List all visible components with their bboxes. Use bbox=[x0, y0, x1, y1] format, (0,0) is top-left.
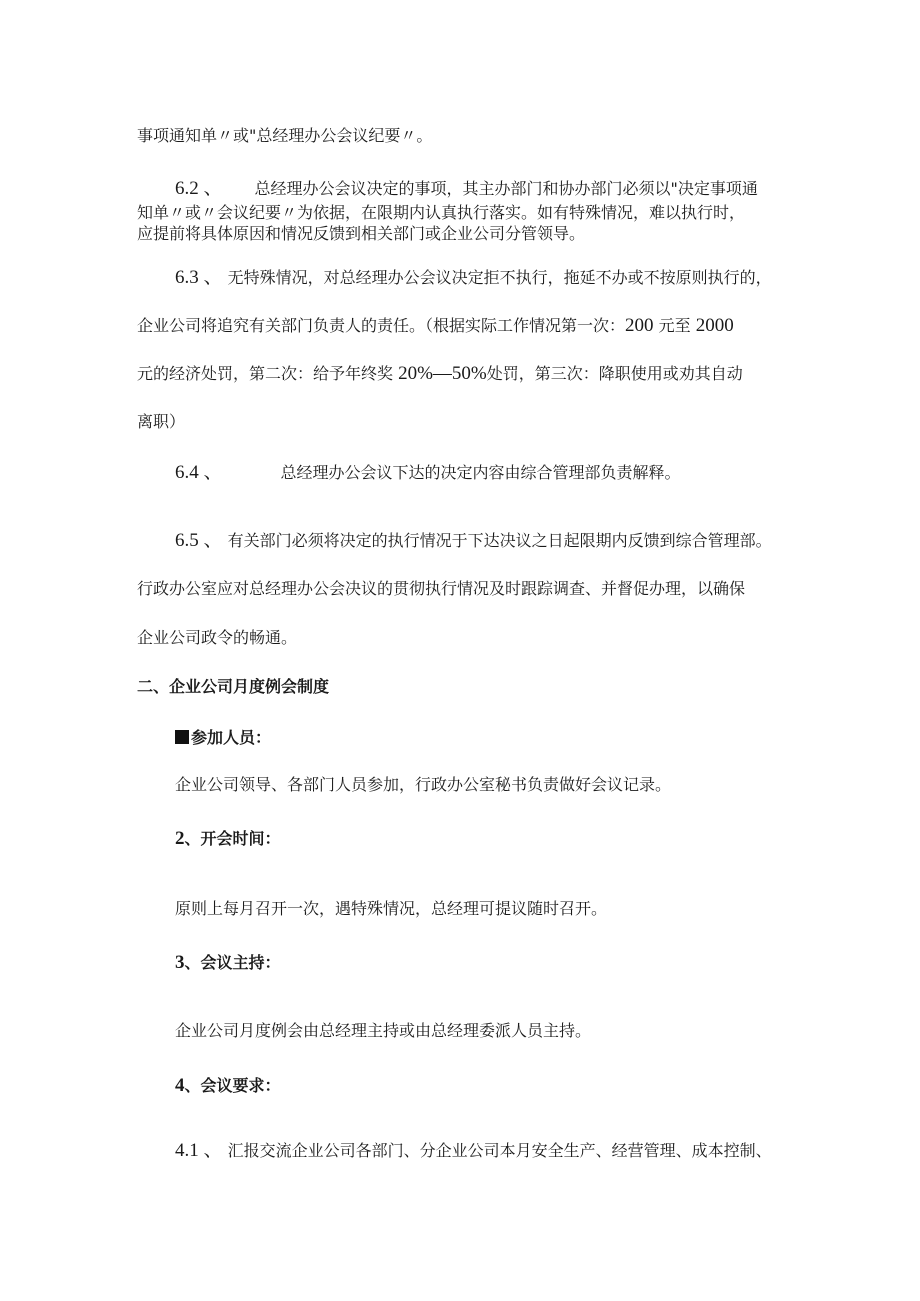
clause-number: 6.4 、 bbox=[175, 462, 223, 483]
clause-4-1 bbox=[175, 1140, 772, 1162]
clause-number: 6.3 、 bbox=[175, 267, 223, 288]
item-number: 4 bbox=[175, 1075, 185, 1096]
black-square-icon bbox=[175, 730, 189, 744]
clause-text: 汇报交流企业公司各部门、分企业公司本月安全生产、经营管理、成本控制、 bbox=[227, 1141, 772, 1160]
clause-text: 企业公司将追究有关部门负责人的责任。（根据实际工作情况第一次： bbox=[137, 316, 626, 335]
clause-6-4 bbox=[175, 462, 681, 484]
clause-number: 6.5 、 bbox=[175, 530, 223, 551]
clause-6-3-line-2 bbox=[137, 315, 734, 337]
clause-text: 处罚，第三次：降职使用或劝其自动 bbox=[486, 364, 743, 383]
item-4-heading bbox=[175, 1075, 281, 1097]
amount-number: 2000 bbox=[695, 315, 734, 336]
clause-number: 4.1 、 bbox=[175, 1140, 223, 1161]
clause-number: 6.2 、 bbox=[175, 178, 223, 199]
clause-text: 有关部门必须将决定的执行情况于下达决议之日起限期内反馈到综合管理部。 bbox=[227, 531, 772, 550]
amount-number: 200 bbox=[625, 315, 654, 336]
clause-text: 元的经济处罚，第二次：给予年终奖 bbox=[137, 364, 399, 383]
item-label: 、会议主持： bbox=[184, 953, 281, 972]
item-label: 、开会时间： bbox=[184, 829, 281, 848]
item-number: 2 bbox=[175, 828, 185, 849]
item-3-text: 企业公司月度例会由总经理主持或由总经理委派人员主持。 bbox=[175, 1021, 592, 1040]
clause-6-3-line-1 bbox=[175, 267, 772, 289]
item-3-heading bbox=[175, 952, 281, 974]
clause-6-5-line-1 bbox=[175, 530, 772, 552]
clause-6-2-line-3: 应提前将具体原因和情况反馈到相关部门或企业公司分管领导。 bbox=[137, 224, 586, 243]
clause-6-2-line-1 bbox=[175, 178, 758, 200]
clause-text: 元至 bbox=[653, 316, 696, 335]
item-label: 参加人员： bbox=[191, 728, 272, 747]
clause-text: 总经理办公会议决定的事项，其主办部门和协办部门必须以"决定事项通 bbox=[254, 179, 758, 198]
clause-6-2-line-2: 知单〃或〃会议纪要〃为依据，在限期内认真执行落实。如有特殊情况，难以执行时， bbox=[137, 203, 746, 222]
item-2-text: 原则上每月召开一次，遇特殊情况，总经理可提议随时召开。 bbox=[175, 899, 608, 918]
item-1-heading bbox=[175, 727, 271, 749]
clause-6-3-line-3 bbox=[137, 363, 743, 385]
clause-6-3-line-4: 离职） bbox=[137, 412, 186, 431]
clause-text: 总经理办公会议下达的决定内容由综合管理部负责解释。 bbox=[280, 463, 681, 482]
item-2-heading bbox=[175, 828, 281, 850]
item-label: 、会议要求： bbox=[184, 1076, 281, 1095]
percentage-range: 20%—50% bbox=[398, 363, 487, 384]
item-1-text: 企业公司领导、各部门人员参加，行政办公室秘书负责做好会议记录。 bbox=[175, 775, 672, 794]
clause-text: 无特殊情况，对总经理办公会议决定拒不执行，拖延不办或不按原则执行的， bbox=[227, 268, 772, 287]
item-number: 3 bbox=[175, 952, 185, 973]
clause-6-5-line-2: 行政办公室应对总经理办公会决议的贯彻执行情况及时跟踪调查、并督促办理，以确保 bbox=[137, 579, 746, 598]
paragraph-continuation: 事项通知单〃或"总经理办公会议纪要〃。 bbox=[137, 126, 433, 145]
section-heading: 二、企业公司月度例会制度 bbox=[137, 677, 330, 696]
clause-6-5-line-3: 企业公司政令的畅通。 bbox=[137, 628, 298, 647]
